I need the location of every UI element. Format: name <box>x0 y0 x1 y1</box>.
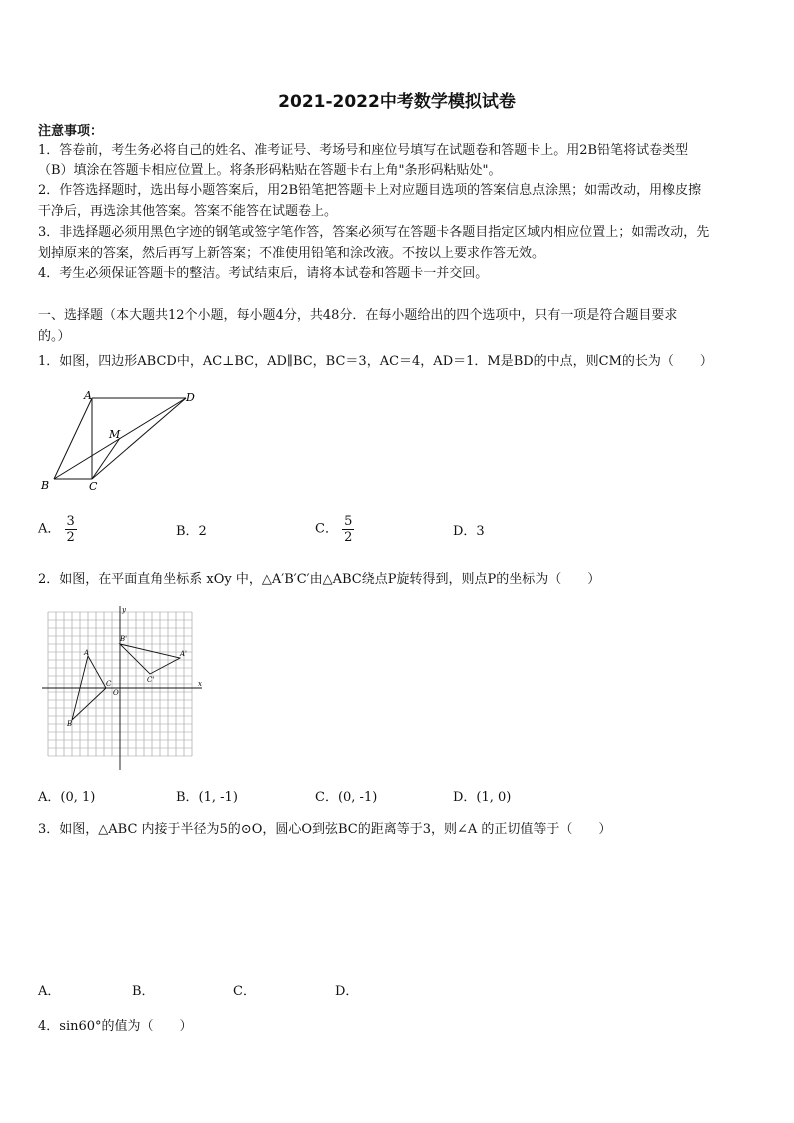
notice-line-7: 4．考生必须保证答题卡的整洁。考试结束后，请将本试卷和答题卡一并交回。 <box>38 266 489 281</box>
question-1-option-a <box>38 514 77 545</box>
figure2-label-a-prime: A' <box>180 650 187 658</box>
question-3-option-c: C． <box>233 984 256 999</box>
notice-line-6: 划掉原来的答案，然后再写上新答案；不准使用铅笔和涂改液。不按以上要求作答无效。 <box>38 246 546 261</box>
notice-line-1: 1．答卷前，考生务必将自己的姓名、准考证号、考场号和座位号填写在试题卷和答题卡上。用2B铅笔将试卷类型 <box>38 143 689 158</box>
figure2-label-a: A <box>84 649 90 657</box>
question-2-option-a: A．(0, 1) <box>38 790 96 805</box>
figure2-label-c-prime: C' <box>147 676 155 684</box>
question-3-option-a: A． <box>38 984 61 999</box>
question-2-option-b: B．(1, -1) <box>176 790 238 805</box>
question-2-stem: 2．如图，在平面直角坐标系 xOy 中，△A′B′C′由△ABC绕点P旋转得到，则点P的坐标为（ ） <box>38 572 601 587</box>
figure1-label-c: C <box>89 480 98 493</box>
question-3-option-b: B． <box>132 984 155 999</box>
question-1-option-d: D．3 <box>453 524 485 539</box>
notice-line-2: （B）填涂在答题卡相应位置上。将条形码粘贴在答题卡右上角"条形码粘贴处"。 <box>38 163 502 178</box>
option-c-denominator: 2 <box>344 530 353 545</box>
notice-line-3: 2．作答选择题时，选出每小题答案后，用2B铅笔把答题卡上对应题目选项的答案信息点涂黑；如需改动，用橡皮擦 <box>38 183 702 198</box>
option-a-numerator: 3 <box>66 514 75 529</box>
question-2-figure <box>40 604 210 774</box>
section-heading-line-2: 的。） <box>38 329 71 344</box>
question-2-option-d: D．(1, 0) <box>453 790 512 805</box>
figure1-label-b: B <box>41 479 50 492</box>
axis-y-label: y <box>122 606 126 614</box>
figure1-label-d: D <box>186 391 195 404</box>
page-title: 2021-2022中考数学模拟试卷 <box>278 92 516 112</box>
option-c-fraction <box>342 514 354 545</box>
figure2-label-b-prime: B' <box>120 635 128 643</box>
question-4-stem: 4．sin60°的值为（ ） <box>38 1019 193 1034</box>
figure2-label-c: C <box>106 680 112 688</box>
figure1-label-m: M <box>109 428 121 441</box>
axis-x-label: x <box>198 680 202 688</box>
question-3-stem: 3．如图，△ABC 内接于半径为5的⊙O，圆心O到弦BC的距离等于3，则∠A 的正切值等于（ ） <box>38 822 612 837</box>
option-a-label: A． <box>38 521 61 537</box>
section-heading-line-1: 一、选择题（本大题共12个小题，每小题4分，共48分．在每小题给出的四个选项中，只有一项是符合题目要求 <box>38 308 678 323</box>
question-2-option-c: C．(0, -1) <box>315 790 378 805</box>
option-a-denominator: 2 <box>66 530 75 545</box>
option-c-label: C． <box>315 521 338 537</box>
notice-line-4: 干净后，再选涂其他答案。答案不能答在试题卷上。 <box>38 204 338 219</box>
option-c-numerator: 5 <box>344 514 353 529</box>
question-1-stem: 1．如图，四边形ABCD中，AC⊥BC，AD∥BC，BC＝3，AC＝4，AD＝1．M是BD的中点，则CM的长为（ ） <box>38 354 713 369</box>
notice-heading: 注意事项： <box>38 124 104 139</box>
question-3-option-d: D． <box>335 984 359 999</box>
question-1-option-c <box>315 514 354 545</box>
figure2-label-b: B <box>67 720 73 728</box>
question-1-option-b: B．2 <box>176 524 207 539</box>
origin-label: O <box>113 689 119 697</box>
question-1-figure <box>36 386 206 496</box>
notice-line-5: 3．非选择题必须用黑色字迹的钢笔或签字笔作答，答案必须写在答题卡各题目指定区域内相应位置上；如需改动，先 <box>38 225 710 240</box>
option-a-fraction <box>65 514 77 545</box>
figure1-label-a: A <box>84 389 92 402</box>
